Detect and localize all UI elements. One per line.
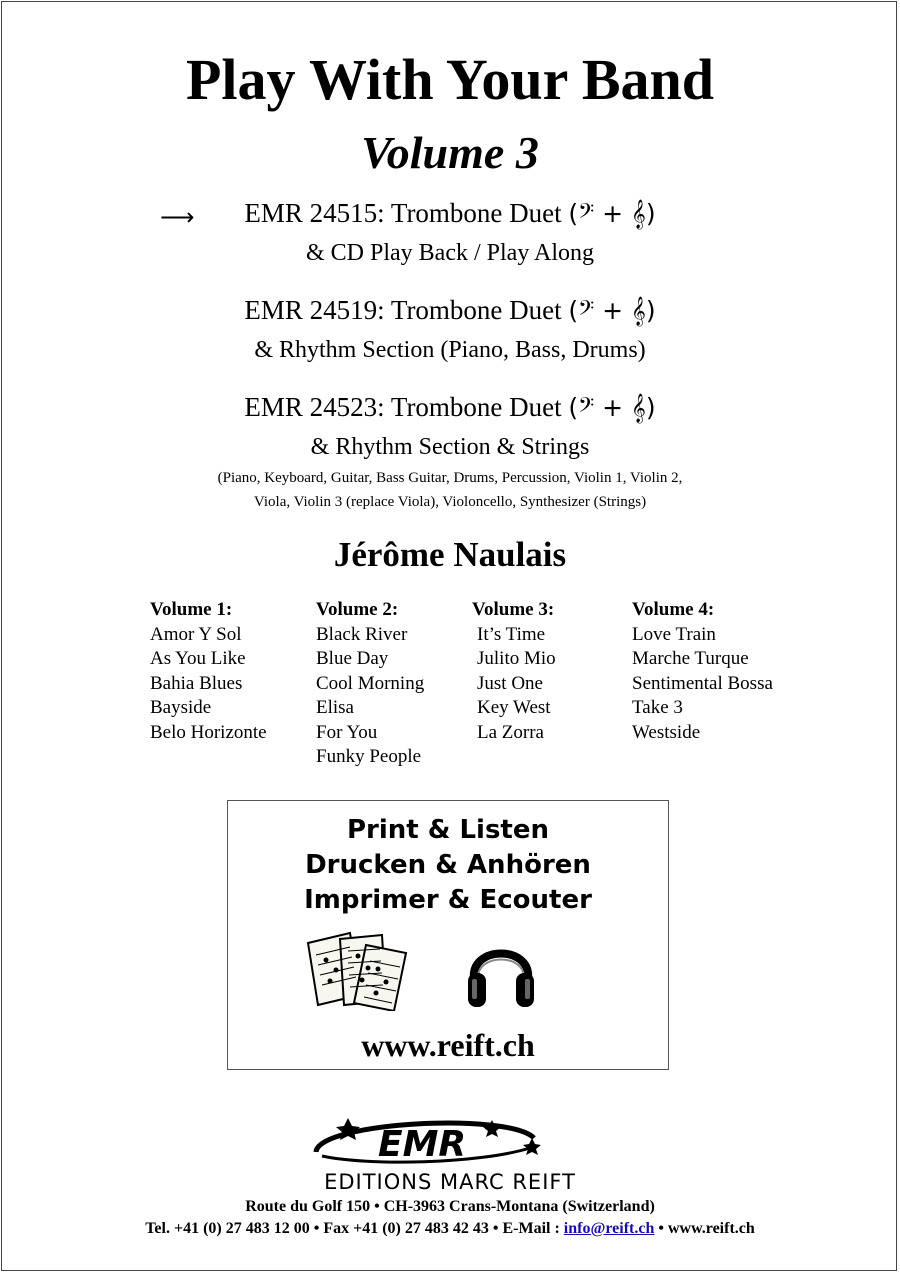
clef-icons: (𝄢 + 𝄞) — [568, 393, 656, 422]
edition-code: EMR 24519: Trombone Duet — [244, 295, 562, 325]
edition-24523-sub: & Rhythm Section & Strings — [310, 434, 590, 460]
promo-line-de: Drucken & Anhören — [305, 850, 591, 880]
contact-phone-fax: Tel. +41 (0) 27 483 12 00 • Fax +41 (0) 27 483 42 43 • E-Mail : — [145, 1220, 564, 1237]
list-item: Just One — [477, 672, 543, 694]
list-item: Cool Morning — [316, 672, 425, 694]
edition-code: EMR 24515: Trombone Duet — [244, 198, 562, 228]
page-subtitle: Volume 3 — [361, 127, 539, 178]
list-item: Funky People — [316, 746, 422, 767]
list-item: Black River — [316, 623, 408, 645]
promo-line-en: Print & Listen — [346, 815, 550, 845]
list-item: As You Like — [150, 648, 246, 669]
edition-code: EMR 24523: Trombone Duet — [244, 392, 562, 422]
publisher-address: Route du Golf 150 • CH-3963 Crans-Montana (Switzerland) — [245, 1198, 655, 1215]
promo-line-fr: Imprimer & Ecouter — [304, 885, 592, 915]
list-item: Take 3 — [632, 697, 683, 718]
list-item: Elisa — [316, 697, 354, 718]
edition-24515-sub: & CD Play Back / Play Along — [306, 240, 594, 266]
volume-3-column — [472, 598, 556, 745]
list-item: Bayside — [150, 697, 212, 718]
list-item: Love Train — [632, 623, 716, 645]
volume-heading: Volume 4: — [632, 599, 715, 620]
volume-heading: Volume 1: — [150, 599, 233, 620]
list-item: Amor Y Sol — [150, 623, 242, 645]
contact-website: • www.reift.ch — [654, 1220, 755, 1237]
composer-name: Jérôme Naulais — [333, 535, 567, 574]
volume-heading: Volume 3: — [472, 599, 555, 620]
list-item: Sentimental Bossa — [632, 672, 773, 694]
logo-text: EMR — [378, 1124, 467, 1165]
volume-1-column — [150, 598, 267, 745]
publisher-contact — [0, 1220, 900, 1238]
instrument-list-line2: Viola, Violin 3 (replace Viola), Violoncello, Synthesizer (Strings) — [253, 494, 647, 510]
list-item: Bahia Blues — [150, 672, 243, 694]
edition-24523 — [0, 392, 900, 423]
edition-24519 — [0, 295, 900, 326]
list-item: La Zorra — [477, 721, 544, 743]
list-item: Belo Horizonte — [150, 721, 267, 743]
list-item: For You — [316, 721, 378, 743]
volume-4-column — [632, 598, 773, 745]
promo-url[interactable]: www.reift.ch — [361, 1027, 535, 1063]
email-link[interactable]: info@reift.ch — [563, 1220, 655, 1237]
volume-2-column — [316, 598, 424, 770]
list-item: Blue Day — [316, 648, 389, 669]
print-listen-box — [227, 800, 669, 1070]
list-item: It’s Time — [477, 623, 546, 645]
edition-24515 — [0, 198, 900, 229]
edition-24519-sub: & Rhythm Section (Piano, Bass, Drums) — [254, 337, 646, 363]
arrow-right-icon: ⟶ — [160, 203, 195, 231]
clef-icons: (𝄢 + 𝄞) — [568, 199, 656, 228]
list-item: Marche Turque — [632, 648, 749, 669]
sheet-music-icon — [302, 929, 414, 1011]
list-item: Westside — [632, 721, 701, 743]
volume-heading: Volume 2: — [316, 599, 399, 620]
instrument-list-line1: (Piano, Keyboard, Guitar, Bass Guitar, Drums, Percussion, Violin 1, Violin 2, — [217, 470, 683, 486]
emr-logo — [308, 1108, 548, 1168]
headphones-icon — [466, 933, 536, 1011]
list-item: Julito Mio — [477, 648, 556, 669]
list-item: Key West — [477, 697, 551, 718]
clef-icons: (𝄢 + 𝄞) — [568, 296, 656, 325]
publisher-name: EDITIONS MARC REIFT — [324, 1170, 576, 1194]
page-title: Play With Your Band — [185, 47, 715, 112]
